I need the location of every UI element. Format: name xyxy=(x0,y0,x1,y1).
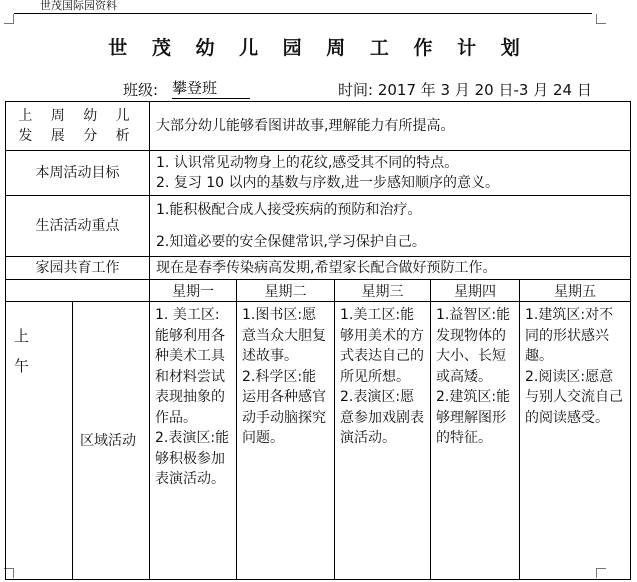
class-label: 班级: xyxy=(123,81,159,99)
activity-item: 1. 美工区:能够利用各种美术工具和材料尝试表现抽象的作品。 xyxy=(155,307,226,426)
home-row xyxy=(6,257,631,280)
activity-item: 1.益智区:能发现物体的大小、长短或高矮。 xyxy=(436,307,511,385)
day-header-thursday: 星期四 xyxy=(431,280,520,302)
label-line: 发 展 分 析 xyxy=(18,128,137,144)
activity-label-text: 区域活动 xyxy=(80,432,136,449)
period-char: 午 xyxy=(14,357,30,375)
tuesday-activities xyxy=(237,302,335,580)
activity-label xyxy=(73,302,150,580)
life-content xyxy=(150,196,631,257)
period-char: 上 xyxy=(14,327,30,345)
last-week-row xyxy=(6,102,631,151)
life-item: 2.知道必要的安全保健常识,学习保护自己。 xyxy=(156,234,426,250)
day-header-wednesday: 星期三 xyxy=(335,280,431,302)
goals-row xyxy=(6,151,631,196)
monday-activities xyxy=(150,302,237,580)
activity-item: 1.图书区:愿意当众大胆复述故事。 xyxy=(242,307,327,364)
item-spacer xyxy=(156,220,630,232)
last-week-content: 大部分幼儿能够看图讲故事,理解能力有所提高。 xyxy=(150,102,631,151)
activity-item: 2.科学区:能运用各种感官动手动脑探究问题。 xyxy=(242,368,327,446)
page-title: 世 茂 幼 儿 园 周 工 作 计 划 xyxy=(108,37,529,59)
day-header-tuesday: 星期二 xyxy=(237,280,335,302)
life-item: 1.能积极配合成人接受疾病的预防和治疗。 xyxy=(156,202,422,218)
activity-item: 1.建筑区:对不同的形状感兴趣。 xyxy=(525,307,614,364)
day-header-row xyxy=(6,280,631,302)
activity-item: 2.建筑区:能够理解图形的特征。 xyxy=(436,389,511,446)
wednesday-activities xyxy=(335,302,431,580)
weekly-plan-table xyxy=(5,101,631,580)
day-header-monday: 星期一 xyxy=(150,280,237,302)
period-label xyxy=(6,302,73,580)
life-row xyxy=(6,196,631,257)
label-line: 上 周 幼 儿 xyxy=(18,108,137,124)
day-header-friday: 星期五 xyxy=(520,280,631,302)
home-label: 家园共育工作 xyxy=(6,257,150,280)
last-week-label xyxy=(6,102,150,151)
date-range: 时间: 2017 年 3 月 20 日-3 月 24 日 xyxy=(338,81,592,99)
activity-item: 1.美工区:能够用美术的方式表达自己的所见所想。 xyxy=(340,307,425,385)
margin-corner-mark xyxy=(4,14,14,24)
activity-item: 2.阅读区:愿意与别人交流自己的阅读感受。 xyxy=(525,368,624,426)
friday-activities xyxy=(520,302,631,580)
goals-content xyxy=(150,151,631,196)
life-label: 生活活动重点 xyxy=(6,196,150,257)
schedule-row xyxy=(6,302,631,580)
margin-corner-mark xyxy=(596,14,606,24)
header-rule xyxy=(14,13,592,14)
thursday-activities xyxy=(431,302,520,580)
activity-item: 2.表演区:能够积极参加表演活动。 xyxy=(155,430,230,487)
home-content: 现在是春季传染病高发期,希望家长配合做好预防工作。 xyxy=(150,257,631,280)
activity-item: 2.表演区:愿意参加戏剧表演活动。 xyxy=(340,389,425,446)
goals-label: 本周活动目标 xyxy=(6,151,150,196)
day-header-blank xyxy=(6,280,150,302)
class-value: 攀登班 xyxy=(172,79,250,99)
goal-item: 2. 复习 10 以内的基数与序数,进一步感知顺序的意义。 xyxy=(156,175,499,191)
goal-item: 1. 认识常见动物身上的花纹,感受其不同的特点。 xyxy=(156,155,459,171)
header-org-name: 世茂国际园资料 xyxy=(40,0,117,12)
